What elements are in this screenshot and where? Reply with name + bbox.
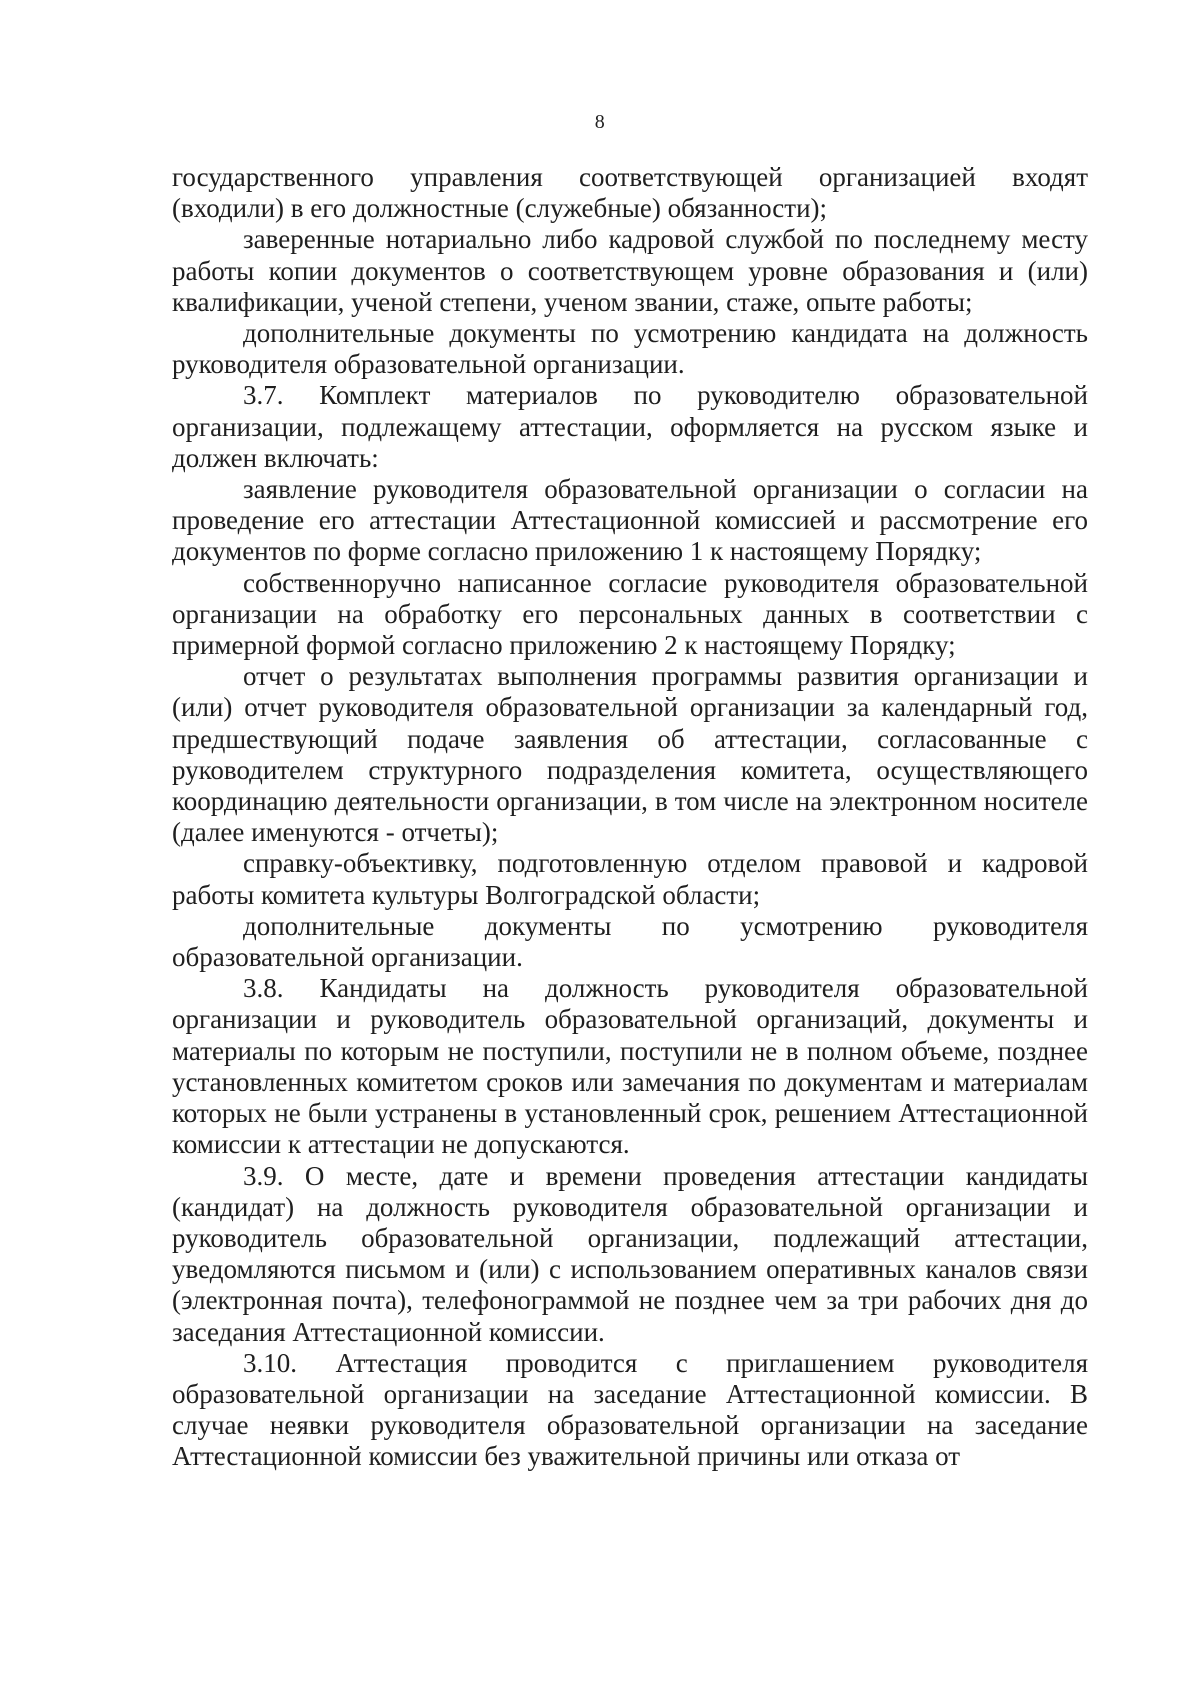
paragraph-3-7: 3.7. Комплект материалов по руководителю образовательной организации, подлежащему аттестации, оформляется на русском языке и должен включать: (172, 380, 1088, 473)
paragraph-continuation: государственного управления соответствующей организацией входят (входили) в его должностные (служебные) обязанности); (172, 162, 1088, 224)
paragraph-3-9: 3.9. О месте, дате и времени проведения аттестации кандидаты (кандидат) на должность руководителя образовательной организации и руководитель образовательной организации, подлежащий аттестации, уведомляются письмом и (или) с использованием оперативных каналов связи (электронная почта), телефонограммой не позднее чем за три рабочих дня до заседания Аттестационной комиссии. (172, 1160, 1088, 1347)
document-body (172, 162, 1088, 1473)
paragraph-consent: собственноручно написанное согласие руководителя образовательной организации на обработку его персональных данных в соответствии с примерной формой согласно приложению 2 к настоящему Порядку; (172, 567, 1088, 661)
paragraph-additional-candidate-docs: дополнительные документы по усмотрению кандидата на должность руководителя образовательной организации. (172, 318, 1088, 380)
paragraph-reference: справку-объективку, подготовленную отделом правовой и кадровой работы комитета культуры Волгоградской области; (172, 848, 1088, 910)
paragraph-application: заявление руководителя образовательной организации о согласии на проведение его аттестации Аттестационной комиссией и рассмотрение его документов по форме согласно приложению 1 к настоящему Порядку; (172, 474, 1088, 567)
paragraph-additional-manager-docs: дополнительные документы по усмотрению руководителя образовательной организации. (172, 910, 1088, 973)
paragraph-report: отчет о результатах выполнения программы развития организации и (или) отчет руководителя образовательной организации за календарный год, предшествующий подаче заявления об аттестации, согласованные с руководителем структурного подразделения комитета, осуществляющего координацию деятельности организации, в том числе на электронном носителе (далее именуются - отчеты); (172, 661, 1088, 848)
page-number: 8 (594, 111, 606, 133)
paragraph-3-8: 3.8. Кандидаты на должность руководителя образовательной организации и руководитель образовательной организаций, документы и материалы по которым не поступили, поступили не в полном объеме, позднее установленных комитетом сроков или замечания по документам и материалам которых не были устранены в установленный срок, решением Аттестационной комиссии к аттестации не допускаются. (172, 973, 1088, 1160)
paragraph-certified-copies: заверенные нотариально либо кадровой службой по последнему месту работы копии документов о соответствующем уровне образования и (или) квалификации, ученой степени, ученом звании, стаже, опыте работы; (172, 224, 1088, 317)
paragraph-3-10: 3.10. Аттестация проводится с приглашением руководителя образовательной организации на заседание Аттестационной комиссии. В случае неявки руководителя образовательной организации на заседание Аттестационной комиссии без уважительной причины или отказа от (172, 1347, 1088, 1472)
